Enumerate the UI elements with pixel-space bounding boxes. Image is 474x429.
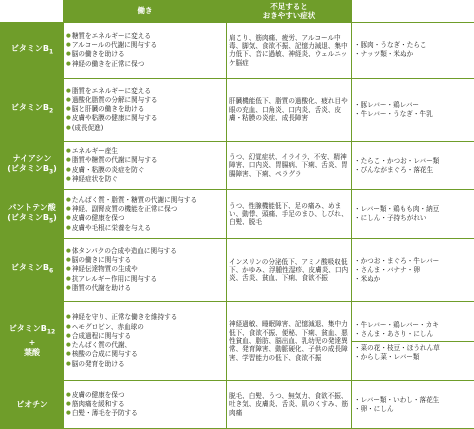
bullet-icon xyxy=(66,332,72,340)
dot-icon: ・ xyxy=(354,343,361,352)
function-item: アルコールの代謝に関与する xyxy=(71,41,158,50)
header-corner xyxy=(1,1,64,23)
symptom-cell: インスリンの分泌低下、アミノ酸吸収低下、かゆみ、浮腫性湿疹、皮膚炎、口内炎、舌炎、貧血、下痢、食欲不振 xyxy=(227,239,352,302)
function-item: 皮膚や毛根に栄養を与える xyxy=(71,223,151,232)
table-row xyxy=(1,190,474,239)
symptom-cell: うつ、幻覚症状、イライラ、不安、精神障害、口内炎、胃腸病、下痢、舌炎、胃腸障害、下痢、ペラグラ xyxy=(227,141,352,190)
food-cell xyxy=(352,190,474,239)
dot-icon: ・ xyxy=(354,165,361,174)
function-item: 脳の働きを助ける xyxy=(71,50,125,59)
function-item: 糖質をエネルギーに変える xyxy=(71,31,151,40)
dot-icon: ・ xyxy=(354,395,361,404)
bullet-icon xyxy=(66,32,72,40)
vitamin-subscript: 1 xyxy=(48,48,54,56)
food-item xyxy=(354,344,472,353)
bullet-icon xyxy=(66,284,72,292)
vitamin-subscript: 2 xyxy=(48,107,54,115)
bullet-icon xyxy=(66,124,72,132)
function-cell xyxy=(64,239,227,302)
vitamin-subscript: 5 xyxy=(48,217,54,225)
table-row xyxy=(1,302,474,381)
dot-icon: ・ xyxy=(354,109,361,118)
food-item xyxy=(354,275,472,284)
function-item: 白髪・薄毛を予防する xyxy=(71,409,138,418)
food-text: レバー類・鶏もも肉・納豆 xyxy=(360,205,440,214)
food-text: からし菜・レバー類 xyxy=(360,352,420,361)
function-item: (成長促進) xyxy=(71,123,104,132)
function-item: 神経、副腎皮質の機能を正常に保つ xyxy=(71,205,178,214)
food-item xyxy=(354,321,472,330)
vitamin-name xyxy=(1,302,64,381)
function-item: 脂質をエネルギーに変える xyxy=(71,86,151,95)
food-text: たらこ・かつお・レバー類 xyxy=(360,156,440,165)
vitamin-label: ビタミンB xyxy=(10,263,49,273)
food-item xyxy=(354,157,472,166)
bullet-icon xyxy=(66,87,72,95)
table-header xyxy=(1,1,474,23)
dot-icon: ・ xyxy=(354,256,361,265)
vitamin-label: パントテン酸 xyxy=(8,202,56,212)
function-cell xyxy=(64,78,227,141)
food-text: 豚肉・うなぎ・たらこ xyxy=(360,41,427,50)
function-item: 脳の働きに関与する xyxy=(71,256,132,265)
function-item: 核酸の合成に関与する xyxy=(71,350,138,359)
food-text: 菜の花・枝豆・ほうれん草 xyxy=(360,343,440,352)
vitamin-label: ビタミンB xyxy=(10,43,49,53)
symptom-cell: 神経過敏、睡眠障害、記憶減退、集中力低下、食欲不振、便秘、下痢、貧血、悪性貧血、脂肪、脳出血、乳幼児の発達異常、発育障害、動脈硬化、子供の成長障害、学習能力の低下、食欲不振 xyxy=(227,302,352,381)
vitamin-name xyxy=(1,190,64,239)
table-row xyxy=(1,381,474,429)
vitamin-name xyxy=(1,78,64,141)
symptom-cell: 肩こり、筋肉痛、疲労、アルコール中毒、脚気、食欲不振、記憶力減退、集中力低下、音に過敏、神経炎、ウェルニッケ脳症 xyxy=(227,23,352,79)
header-symptoms: 不足すると おきやすい症状 xyxy=(227,1,352,23)
food-text: さんま・バナナ・卵 xyxy=(360,265,420,274)
food-item xyxy=(354,330,472,339)
vitamin-alias-close: ) xyxy=(53,163,57,173)
food-item xyxy=(354,166,472,175)
function-item: たんぱく質・脂質・糖質の代謝に関与する xyxy=(71,195,198,204)
bullet-icon xyxy=(66,256,72,264)
function-item: 神経症状を防ぐ xyxy=(71,174,118,183)
dot-icon: ・ xyxy=(354,352,361,361)
bullet-icon xyxy=(66,323,72,331)
dot-icon: ・ xyxy=(354,156,361,165)
food-cell xyxy=(352,141,474,190)
function-item: 皮膚・粘膜の炎症を防ぐ xyxy=(71,165,145,174)
food-item xyxy=(354,257,472,266)
food-item xyxy=(354,405,472,414)
food-item xyxy=(354,396,472,405)
food-divider xyxy=(352,341,474,342)
food-text: 米ぬか xyxy=(360,274,381,283)
food-text: 牛レバー・鶏レバー・カキ xyxy=(360,320,439,329)
food-text: にしん・子持ちがれい xyxy=(360,214,427,223)
dot-icon: ・ xyxy=(354,329,361,338)
function-item: 脳と肝臓の働きを助ける xyxy=(71,105,145,114)
bullet-icon xyxy=(66,224,72,232)
function-item: 神経を守り、正常な働きを維持する xyxy=(71,313,178,322)
food-cell xyxy=(352,239,474,302)
vitamin-subscript: 12 xyxy=(46,328,56,336)
vitamin-label: ビタミンB xyxy=(8,324,47,334)
food-item xyxy=(354,214,472,223)
function-cell xyxy=(64,302,227,381)
vitamin-label: ビタミンB xyxy=(10,102,49,112)
table-row xyxy=(1,239,474,302)
table-row xyxy=(1,78,474,141)
food-cell xyxy=(352,381,474,429)
function-item: 体タンパクの合成や造血に関与する xyxy=(71,246,177,255)
function-item: たんぱく質の代謝、 xyxy=(71,341,132,350)
bullet-icon xyxy=(66,196,72,204)
dot-icon: ・ xyxy=(354,320,361,329)
food-item xyxy=(354,266,472,275)
vitamin-name xyxy=(1,239,64,302)
food-text: 豚レバー・鶏レバー xyxy=(360,100,420,109)
function-item: 皮膚の健康を保つ xyxy=(71,390,125,399)
bullet-icon xyxy=(66,147,72,155)
food-item xyxy=(354,353,472,362)
food-text: 卵・にしん xyxy=(360,404,394,413)
vitamin-extra: + 葉酸 xyxy=(24,337,40,357)
vitamin-name xyxy=(1,141,64,190)
function-item: 筋肉痛を緩和する xyxy=(71,399,125,408)
food-text: びんながまぐろ・落花生 xyxy=(360,165,434,174)
bullet-icon xyxy=(66,341,72,349)
function-item: 神経伝達物質の生成や xyxy=(71,265,138,274)
dot-icon: ・ xyxy=(354,205,361,214)
food-text: ナッツ類・米ぬか xyxy=(360,50,414,59)
vitamin-label: ビオチン xyxy=(16,399,48,409)
function-item: 合成過程に関与する xyxy=(71,331,132,340)
food-item xyxy=(354,110,472,119)
bullet-icon xyxy=(66,105,72,113)
dot-icon: ・ xyxy=(354,100,361,109)
food-item xyxy=(354,50,472,59)
vitamin-subscript: 3 xyxy=(48,168,54,176)
food-cell xyxy=(352,23,474,79)
vitamin-subscript: 6 xyxy=(48,267,54,275)
bullet-icon xyxy=(66,275,72,283)
symptom-cell: 肝臓機能低下、脂質の過酸化、疲れ目や眼の充血、口角炎、口内炎、舌炎、皮膚・粘膜の炎症、成長障害 xyxy=(227,78,352,141)
dot-icon: ・ xyxy=(354,265,361,274)
food-cell xyxy=(352,78,474,141)
function-cell xyxy=(64,141,227,190)
bullet-icon xyxy=(66,96,72,104)
symptom-cell: うつ、性腺機能低下、足の痛み、めまい、動悸、頭痛、手足のまひ、しびれ、白髪、脱毛 xyxy=(227,190,352,239)
food-text: レバー類・いわし・落花生 xyxy=(360,395,440,404)
header-function: 働き xyxy=(64,1,227,23)
bullet-icon xyxy=(66,166,72,174)
bullet-icon xyxy=(66,247,72,255)
function-item: 皮膚の健康を保つ xyxy=(71,214,125,223)
food-cell xyxy=(352,302,474,381)
bullet-icon xyxy=(66,400,72,408)
bullet-icon xyxy=(66,360,72,368)
table-row xyxy=(1,141,474,190)
function-item: 脂質の代謝を助ける xyxy=(71,284,132,293)
function-cell xyxy=(64,23,227,79)
food-text: 牛レバー・うなぎ・牛乳 xyxy=(360,109,433,118)
food-item xyxy=(354,205,472,214)
bullet-icon xyxy=(66,391,72,399)
dot-icon: ・ xyxy=(354,214,361,223)
function-cell xyxy=(64,190,227,239)
food-text: かつお・まぐろ・牛レバー xyxy=(360,256,440,265)
bullet-icon xyxy=(66,205,72,213)
symptom-cell: 脱毛、白髪、うつ、無気力、食欲不振、吐き気、皮膚炎、舌炎、肌のくすみ、筋肉痛 xyxy=(227,381,352,429)
vitamin-name xyxy=(1,23,64,79)
dot-icon: ・ xyxy=(354,274,361,283)
vitamin-name xyxy=(1,381,64,429)
bullet-icon xyxy=(66,41,72,49)
vitamin-alias: (ビタミンB xyxy=(7,163,49,173)
function-item: 過酸化脂質の分解に関与する xyxy=(71,95,158,104)
dot-icon: ・ xyxy=(354,41,361,50)
food-item xyxy=(354,101,472,110)
function-item: 脳の発育を助ける xyxy=(71,359,125,368)
table-row xyxy=(1,23,474,79)
bullet-icon xyxy=(66,60,72,68)
function-item: 皮膚や粘膜の健康に関与する xyxy=(71,114,158,123)
function-item: 神経の働きを正常に保つ xyxy=(71,59,145,68)
header-foods xyxy=(352,1,474,23)
function-cell xyxy=(64,381,227,429)
dot-icon: ・ xyxy=(354,404,361,413)
dot-icon: ・ xyxy=(354,50,361,59)
function-item: 脂質や糖質の代謝に関与する xyxy=(71,156,158,165)
function-item: エネルギー産生 xyxy=(71,147,118,155)
food-text: さんま・あさり・にしん xyxy=(360,329,434,338)
vitamin-alias-close: ) xyxy=(53,212,57,222)
vitamin-alias: (ビタミンB xyxy=(7,212,49,222)
function-item: 抗アレルギー作用に関与する xyxy=(71,274,158,283)
vitamin-label: ナイアシン xyxy=(12,153,52,163)
bullet-icon xyxy=(66,175,72,183)
function-item: ヘモグロビン、赤血球の xyxy=(71,322,144,331)
